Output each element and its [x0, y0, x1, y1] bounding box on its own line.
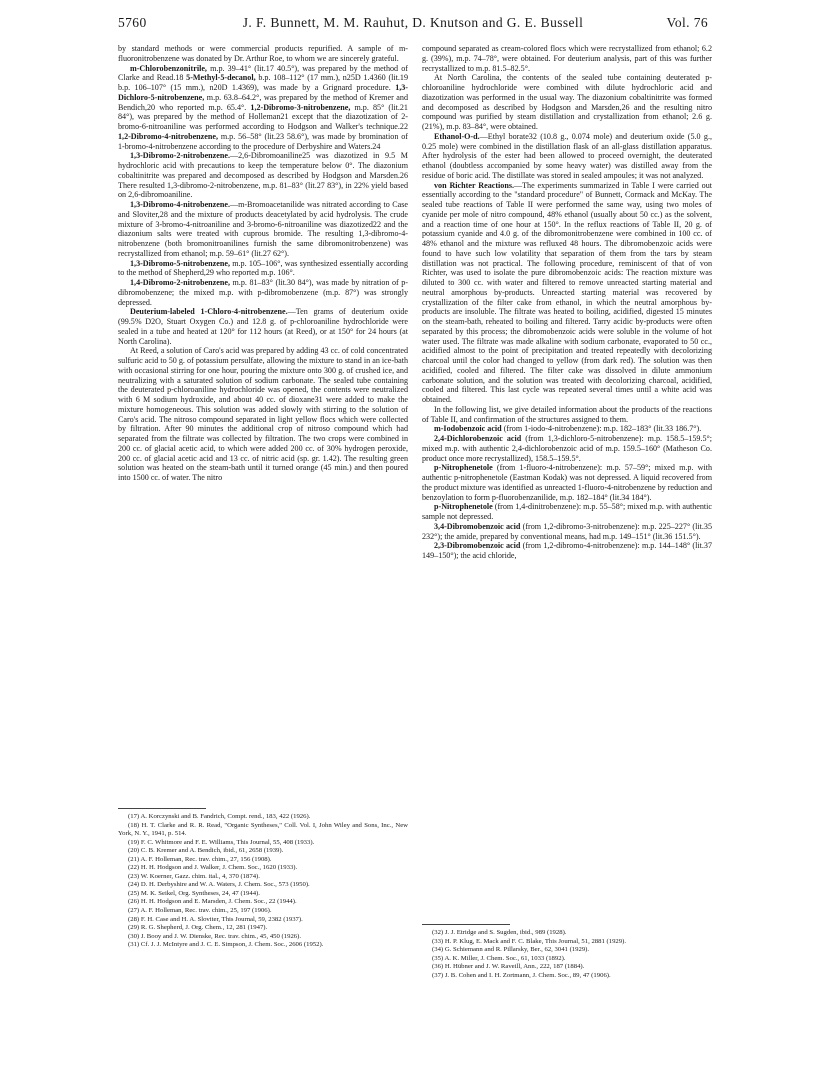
paragraph-text: m.p. 105–106°, was synthesized essentially according to the method of Shepherd,29 who reported m.p. 106°. [118, 258, 408, 278]
footnote: (18) H. T. Clarke and R. R. Read, "Organic Syntheses," Coll. Vol. I, John Wiley and Sons, Inc., New York, N. Y., 1941, p. 514. [118, 821, 408, 838]
compound-heading: m-Iodobenzoic acid [434, 424, 502, 434]
paragraph-text: by standard methods or were commercial products repurified. A sample of m-fluoronitrobenzene was donated by Dr. Arthur Roe, to whom we are sincerely grateful. [118, 44, 408, 63]
paragraph-text: m.p. 56–58° (lit.23 58.6°), was made by bromination of 1-bromo-4-nitrobenzene according to the procedure of Derbyshire and Waters.24 [118, 131, 408, 151]
footnote: (25) M. K. Seikel, Org. Syntheses, 24, 47 (1944). [128, 889, 260, 897]
paragraph-text: m.p. 81–83° (lit.30 84°), was made by nitration of p-dibromobenzene; the mixed m.p. with p-dibromobenzene (m.p. 87°) was strongly depressed. [118, 278, 408, 307]
compound-heading: 1,3-Dibromo-5-nitrobenzene, [130, 258, 230, 268]
footnote: (30) J. Booy and J. W. Dienske, Rec. trav. chim., 45, 450 (1926). [128, 932, 302, 940]
paragraph-text: At Reed, a solution of Caro's acid was prepared by adding 43 cc. of cold concentrated sulfuric acid to 50 g. of potassium persulfate, allowing the mixture to stand in an ice-bath with occasional stirring for one hour, pouring the mixture onto 300 g. of crushed ice, and neutralizing with a saturated solution of sodium carbonate. The sealed tube containing the deuterated p-chloroaniline hydrochloride was opened, the contents were neutralized with 6 M sodium hydroxide, and about 40 cc. of dioxane31 were added to make the mixture homogeneous. This solution was added slowly with stirring to the solution of Caro's acid. The nitroso compound separated in light yellow flocs which were collected by filtration. After 90 minutes the additional crop of nitroso compound which had separated from the filtrate was collected by filtration. The two crops were combined in 200 cc. of glacial acetic acid, to which were added 200 cc. of 30% hydrogen peroxide, 200 cc. of glacial acetic acid and 13 cc. of nitric acid (sp. gr. 1.42). The resulting green solution was heated on the steam-bath until it turned orange (45 min.) and then poured into 1500 cc. of water. The nitro [118, 346, 408, 482]
paragraph-text: (from 1,3-dichloro-5-nitrobenzene): m.p. 158.5–159.5°; mixed m.p. with authentic 2,4-dichlorobenzoic acid of m.p. 159.5–160° (Matheson Co. product once more recrystallized), 158.5–159.5°. [422, 434, 712, 463]
footnote-list [118, 813, 408, 950]
paragraph-text: —Ethyl borate32 (10.8 g., 0.074 mole) and deuterium oxide (5.0 g., 0.25 mole) were combined in the distillation flask of an all-glass distillation apparatus. After hydrolysis of the ester had been allowed to proceed overnight, the deuterated ethanol (doubtless accompanied by some heavy water) was distilled away from the residue of boric acid. The distillate was stored in sealed ampoules; it was not analyzed. [422, 131, 712, 180]
compound-heading: 1,2-Dibromo-4-nitrobenzene, [118, 131, 218, 141]
footnote: (24) D. H. Derbyshire and W. A. Waters, J. Chem. Soc., 573 (1950). [128, 881, 310, 889]
body-paragraph [422, 405, 712, 425]
paragraph-text: (from 1,2-dibromo-3-nitrobenzene): m.p. 225–227° (lit.35 232°); the amide, prepared by conventional means, had m.p. 149–151° (lit.36 151.5°). [422, 521, 712, 541]
footnote: (35) A. K. Miller, J. Chem. Soc., 61, 1033 (1892). [432, 954, 566, 962]
footnote: (33) H. P. Klug, E. Mack and F. C. Blake, This Journal, 51, 2881 (1929). [432, 937, 627, 945]
footnote: (36) H. Hübner and J. W. Raveill, Ann., 222, 187 (1884). [432, 963, 585, 971]
left-column-body [118, 44, 408, 483]
volume-label: Vol. 76 [666, 15, 708, 30]
body-paragraph [422, 522, 712, 542]
footnote-rule [118, 808, 206, 809]
compound-heading: 1,3-Dibromo-2-nitrobenzene. [130, 151, 230, 161]
footnote: (21) A. F. Holleman, Rec. trav. chim., 27, 156 (1908). [128, 855, 272, 863]
left-footnotes [118, 802, 408, 950]
paragraph-text: compound separated as cream-colored flocs which were recrystallized from ethanol; 6.2 g. (39%), m.p. 74–78°, were obtained. For deuterium analysis, part of this was further recrystallized to m.p. 81.5–82.5°. [422, 44, 712, 73]
paragraph-text: In the following list, we give detailed information about the products of the reactions of Table II, and confirmation of the structures assigned to them. [422, 404, 712, 424]
compound-heading: 1,3-Dibromo-4-nitrobenzene. [130, 200, 230, 209]
body-paragraph [422, 181, 712, 405]
compound-heading: von Richter Reactions. [434, 180, 514, 190]
footnote: (28) F. H. Case and H. A. Sloviter, This Journal, 59, 2382 (1937). [128, 915, 303, 923]
body-paragraph [118, 307, 408, 346]
compound-heading: p-Nitrophenetole [434, 502, 493, 512]
footnote: (22) H. H. Hodgson and J. Walker, J. Chem. Soc., 1620 (1933). [128, 864, 298, 872]
compound-heading: 3,4-Dibromobenzoic acid [434, 521, 521, 531]
paragraph-text: (from 1,2-dibromo-4-nitrobenzene): m.p. 144–148° (lit.37 149–150°); the acid chloride, [422, 541, 712, 560]
footnote: (32) J. J. Etridge and S. Sugden, ibid., 989 (1928). [432, 929, 567, 936]
running-title: J. F. Bunnett, M. M. Rauhut, D. Knutson and G. E. Bussell [242, 15, 584, 30]
footnote: (20) C. B. Kremer and A. Bendich, ibid., 61, 2658 (1939). [128, 847, 284, 855]
paragraph-text: —2,6-Dibromoaniline25 was diazotized in 9.5 M hydrochloric acid with precautions to keep the temperature below 0°. The diazonium cobaltinitrite was prepared and decomposed as described by Hodgson and Marsden.26 There resulted 1,3-dibromo-2-nitrobenzene, m.p. 81–83° (lit.27 83°), in 22% yield based on 2,6-dibromoaniline. [118, 151, 408, 200]
paragraph-text: —Ten grams of deuterium oxide (99.5% D2O, Stuart Oxygen Co.) and 12.8 g. of p-chloroaniline hydrochloride were sealed in a tube and heated at 120° for 112 hours (at Reed), or at 150° for 24 hours (at North Carolina). [118, 307, 408, 346]
paragraph-text: —m-Bromoacetanilide was nitrated according to Case and Sloviter,28 and the mixture of products deacetylated by acid hydrolysis. The crude mixture of 3-bromo-4-nitroaniline and 3-bromo-6-nitroaniline was diazotized22 and the diazonium salts were treated with cuprous bromide. The resulting 1,3-dibromo-4-nitrobenzene (both bromonitroanilines furnish the same dibromonitrobenzene) was recrystallized from ethanol; m.p. 59–61° (lit.27 62°). [118, 200, 408, 258]
footnote: (23) W. Koerner, Gazz. chim. ital., 4, 370 (1874). [128, 872, 260, 880]
footnote: (17) A. Korczynski and B. Fandrich, Compt. rend., 183, 422 (1926). [128, 813, 311, 820]
compound-heading: 1,3-Dichloro-5-nitrobenzene, [118, 83, 408, 102]
paragraph-text: (from 1-iodo-4-nitrobenzene): m.p. 182–183° (lit.33 186.7°). [501, 424, 702, 434]
footnote-list [422, 929, 712, 980]
paragraph-text: (from 1-fluoro-4-nitrobenzene): m.p. 57–59°; mixed m.p. with authentic p-nitrophenetole (Eastman Kodak) was not depressed. A liquid recovered from the product mixture was identified as unreacted 1-fluoro-4-nitrobenzene by reduction and benzoylation to form p-fluorobenzanilide, m.p. 182–184° (lit.34 184°). [422, 463, 712, 502]
body-paragraph [118, 259, 408, 279]
right-column [422, 44, 713, 979]
body-paragraph [118, 151, 408, 200]
footnote: (27) A. F. Holleman, Rec. trav. chim., 25, 197 (1906). [128, 907, 272, 915]
paragraph-text: b.p. 108–112° (17 mm.), n25D 1.4360 (lit.19 b.p. 106–107° (15 mm.), n20D 1.4369), was made by a Grignard procedure. [118, 73, 409, 92]
body-paragraph [422, 502, 712, 522]
compound-heading: m-Chlorobenzonitrile, [130, 63, 207, 73]
right-column-body [422, 44, 712, 561]
body-paragraph [422, 463, 712, 502]
body-paragraph [118, 200, 408, 259]
body-paragraph [118, 278, 408, 307]
body-paragraph [118, 64, 408, 152]
paragraph-text: m.p. 63.8–64.2°, was prepared by the method of Kremer and Bendich,20 who reported m.p. 65.4°. [118, 92, 408, 112]
footnote: (34) G. Schiemann and R. Pillarsky, Ber., 62, 3041 (1929). [432, 946, 590, 954]
compound-heading: 5-Methyl-5-decanol, [186, 73, 256, 83]
footnote: (31) Cf. J. J. McIntyre and J. C. E. Simpson, J. Chem. Soc., 2606 (1952). [128, 941, 324, 949]
footnote: (19) F. C. Whitmore and F. E. Williams, This Journal, 55, 408 (1933). [128, 838, 315, 846]
body-paragraph [422, 73, 712, 132]
compound-heading: 1,2-Dibromo-3-nitrobenzene, [250, 102, 351, 112]
compound-heading: Ethanol-O-d. [434, 131, 480, 141]
body-paragraph [422, 132, 712, 181]
paragraph-text: At North Carolina, the contents of the sealed tube containing deuterated p-chloroaniline hydrochloride were combined with dilute hydrochloric acid and diazotization was performed in the usual way. The diazonium cobaltinitrite was formed and decomposed as described by Hodgson and Marsden,26 and the resulting nitro compound was purified by steam distillation and crystallization from ethanol; 2.6 g. (21%), m.p. 83–84°, were obtained. [422, 73, 712, 131]
footnote: (26) H. H. Hodgson and E. Marsden, J. Chem. Soc., 22 (1944). [128, 898, 297, 906]
footnote-rule [422, 924, 510, 925]
left-column [118, 44, 409, 949]
footnote: (29) R. G. Shepherd, J. Org. Chem., 12, 281 (1947). [128, 924, 268, 932]
running-header [118, 15, 708, 37]
paragraph-text: m.p. 39–41° (lit.17 40.5°), was prepared by the method of Clarke and Read.18 [118, 63, 408, 83]
body-paragraph [118, 44, 408, 64]
body-paragraph [422, 424, 712, 434]
compound-heading: 2,3-Dibromobenzoic acid [434, 541, 521, 551]
paragraph-text: (from 1,4-dinitrobenzene): m.p. 55–58°; mixed m.p. with authentic sample not depressed. [422, 502, 713, 521]
compound-heading: 2,4-Dichlorobenzoic acid [434, 434, 522, 443]
right-footnotes [422, 918, 712, 980]
page-number: 5760 [118, 15, 147, 30]
footnote: (37) J. B. Cohen and I. H. Zortmann, J. Chem. Soc., 89, 47 (1906). [432, 971, 611, 979]
compound-heading: p-Nitrophenetole [434, 463, 493, 473]
compound-heading: 1,4-Dibromo-2-nitrobenzene, [130, 278, 230, 287]
compound-heading: Deuterium-labeled 1-Chloro-4-nitrobenzene. [130, 307, 288, 317]
paragraph-text: m.p. 85° (lit.21 84°), was prepared by the method of Holleman21 except that the diazotization of 2-bromo-6-nitroaniline was performed according to Hodgson and Walker's technique.22 [118, 102, 408, 131]
body-paragraph [422, 541, 712, 561]
body-paragraph [422, 434, 712, 463]
body-paragraph [118, 346, 408, 483]
paragraph-text: —The experiments summarized in Table I were carried out essentially according to the "standard procedure" of Bunnett, Cormack and McKay. The sealed tube reactions of Table II were performed the same way, using two moles of cyanide per mole of nitro compound, 48% ethanol (usually about 50 cc.) as the solvent, and a reaction time of one hour at 150°. In the reflux reactions of Table II, 20 g. of potassium cyanide and 4.0 g. of the dibromonitrobenzene were combined in 100 cc. of 48% ethanol and the mixture was refluxed 48 hours. The dibromobenzoic acids were found to have such low volatility that separation of them from the tars by steam distillation was not practical. The following procedure, reminiscent of that of von Richter, was used to isolate the pure dibromobenzoic acids: The reaction mixture was diluted to 300 cc. with water and filtered to remove unreacted starting material and neutral amorphous by-products. Unreacted starting material was recovered by crystallization of the filter cake from ethanol, in which the neutral amorphous by-products are insoluble. The filtrate was heated to boiling, acidified, digested 15 minutes on the steam-bath, reheated to boiling and filtered. Tarry acidic by-products were often separated by this process; the dibromobenzoic acids were soluble in the volume of hot water used. The filtrate was made alkaline with sodium carbonate, evaporated to 50 cc., acidified almost to the point of precipitation and treated repeatedly with decolorizing charcoal until the color had changed to yellow (from dark red). The solution was then acidified, cooled and filtered. The filter cake was dissolved in dilute ammonium carbonate solution, and the solution was treated with decolorizing charcoal, acidified, cooled and filtered. This last cycle was repeated several times until a white acid was obtained. [422, 180, 712, 404]
body-paragraph [422, 44, 712, 73]
